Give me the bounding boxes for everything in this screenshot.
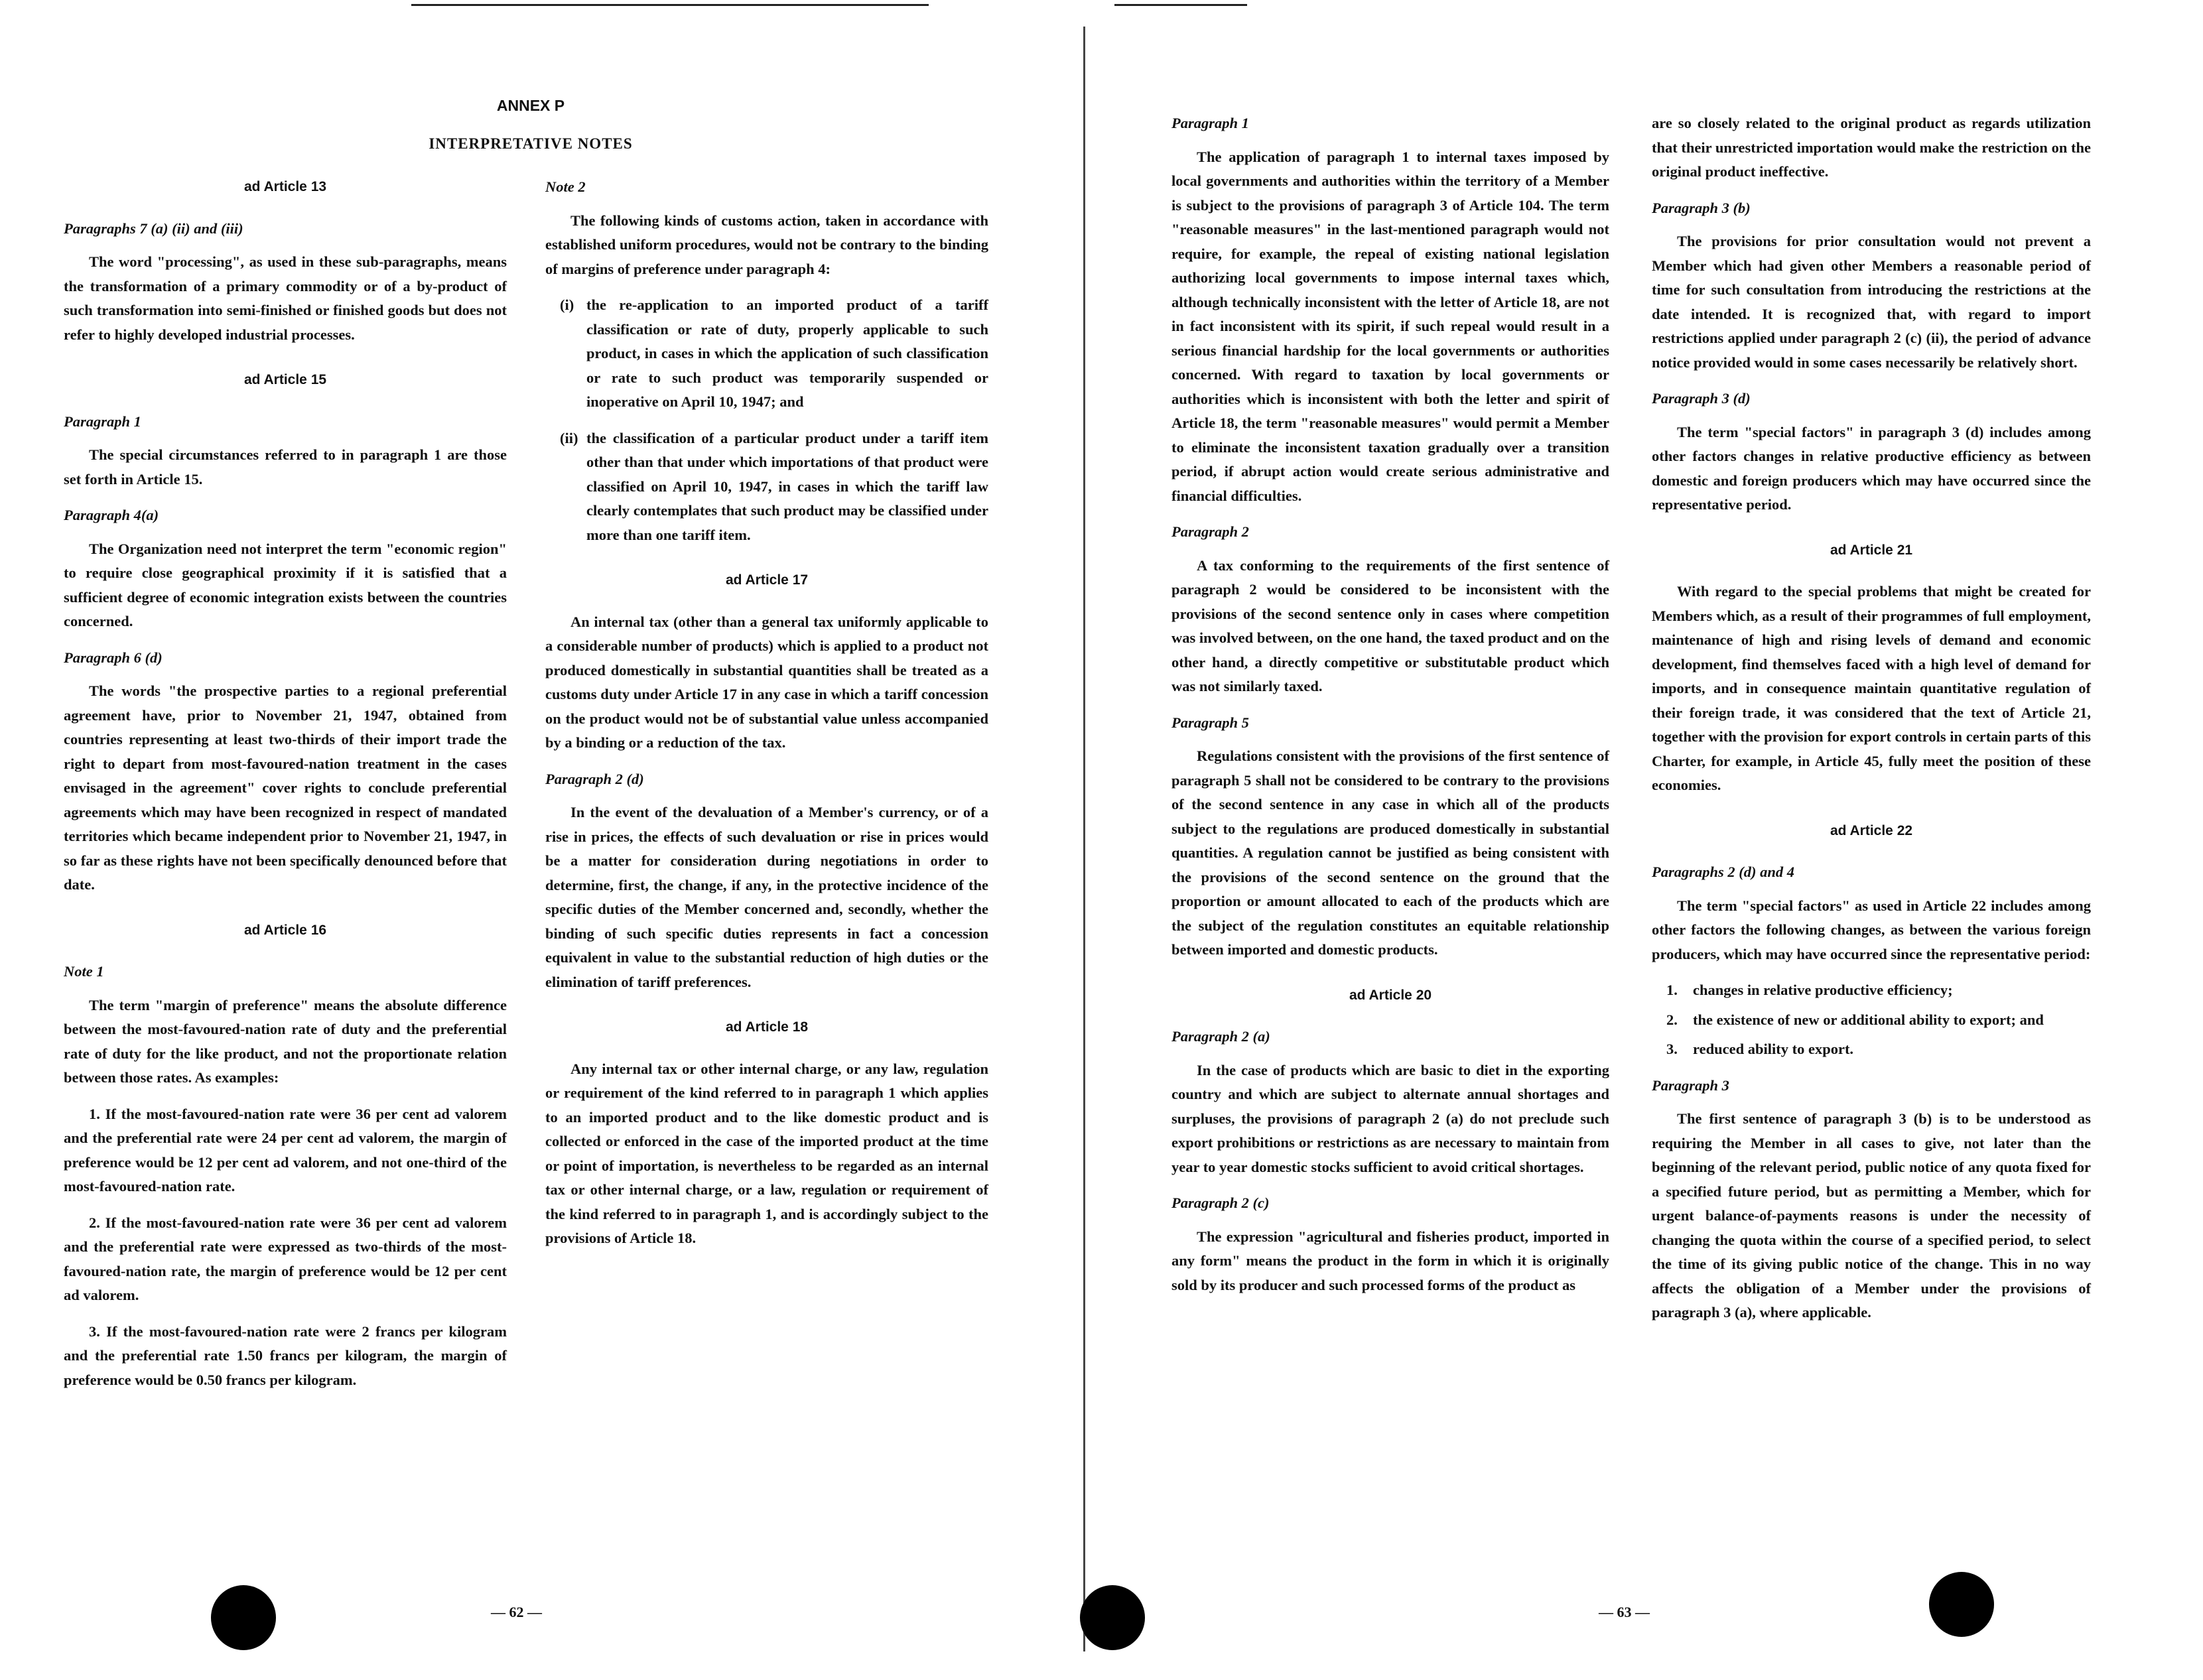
- paragraph-continued: are so closely related to the original product as regards utilization that their unrestricted importation would make the restriction on the original product ineffective.: [1652, 115, 2091, 180]
- punch-hole: [1080, 1585, 1145, 1650]
- subheading: Paragraph 2: [1171, 523, 1249, 540]
- paragraph: The term "special factors" in paragraph 3 (d) includes among other factors changes in relative productive efficiency as between domestic and foreign producers which may have occurred since the representative period.: [1652, 423, 2091, 513]
- right-page-column-2: [1652, 111, 2091, 1337]
- list-item: [1652, 1037, 2091, 1062]
- list-item-number: 1.: [1666, 982, 1678, 998]
- paragraph: With regard to the special problems that might be created for Members which, as a result of their programmes of full employment, maintenance of high and rising levels of demand and economic development, find themselves faced with a high level of demand for imports, and in consequence maintain quantitative regulation of their foreign trade, it was considered that the text of Article 21, together with the provision for export controls in certain parts of this Charter, for example, in Article 45, fully meet the position of these economies.: [1652, 583, 2091, 793]
- section-heading-art17: ad Article 17: [725, 572, 809, 588]
- paragraph: The Organization need not interpret the term "economic region" to require close geographical proximity if it is satisfied that a sufficient degree of economic integration exists between the countries concerned.: [64, 540, 507, 629]
- list-item-text: the existence of new or additional ability to export; and: [1693, 1011, 2044, 1028]
- subheading: Paragraphs 2 (d) and 4: [1652, 864, 1795, 880]
- section-heading-art16: ad Article 16: [243, 922, 327, 938]
- page-number-right: — 63 —: [1599, 1604, 1650, 1620]
- example-item: 3. If the most-favoured-nation rate were 2 francs per kilogram and the preferential rate 1.50 francs per kilogram, the margin of preference would be 0.50 francs per kilogram.: [64, 1323, 507, 1388]
- subheading: Paragraph 2 (c): [1171, 1195, 1270, 1211]
- left-page-column-1: [64, 175, 507, 1404]
- list-item-number: 2.: [1666, 1011, 1678, 1028]
- paragraph: The first sentence of paragraph 3 (b) is to be understood as requiring the Member in all cases to give, not later than the beginning of the relevant period, public notice of any quota fixed for a specified future period, but as permitting a Member, which for urgent balance-of-payments reasons is under the necessity of changing the quota within the course of a specified period, to select the time of its giving public notice of the change. This in no way affects the obligation of a Member under the provisions of paragraph 3 (a), where applicable.: [1652, 1110, 2091, 1321]
- list-item: [545, 293, 988, 415]
- subheading: Paragraph 2 (d): [545, 770, 644, 787]
- list-item-text: the re-application to an imported product of a tariff classification or rate of duty, properly applicable to such product, in cases in which the application of such classification or rate to such product was temporarily suspended or inoperative on April 10, 1947; and: [586, 296, 988, 410]
- section-heading-art13: ad Article 13: [243, 179, 327, 194]
- punch-hole: [1929, 1572, 1994, 1637]
- paragraph: The words "the prospective parties to a regional preferential agreement have, prior to November 21, 1947, obtained from countries representing at least two-thirds of their import trade the right to depart from most-favoured-nation treatment in the cases envisaged in the agreement" cover rights to conclude preferential agreements which may have been recognized in respect of mandated territories which became independent prior to November 21, 1947, in so far as these rights have not been specifically denounced before that date.: [64, 682, 507, 893]
- list-item: [1652, 978, 2091, 1003]
- punch-hole: [211, 1585, 276, 1650]
- example-item: 2. If the most-favoured-nation rate were 36 per cent ad valorem and the preferential rate were expressed as two-thirds of the most-favoured-nation rate, the margin of preference would be 12 per cent ad valorem.: [64, 1214, 507, 1303]
- section-heading-art15: ad Article 15: [243, 372, 327, 387]
- paragraph: Regulations consistent with the provisions of the first sentence of paragraph 5 shall not be considered to be contrary to the provisions of the second sentence in any case in which all of the products subject to the regulations are produced domestically in substantial quantities. A regulation cannot be justified as being consistent with the provisions of the second sentence on the ground that the proportion or amount allocated to each of the products which are the subject of the regulation constitutes an equitable relationship between imported and domestic products.: [1171, 747, 1609, 958]
- paragraph: An internal tax (other than a general tax uniformly applicable to a considerable number of products) which is applied to a product not produced domestically in substantial quantities shall be treated as a customs duty under Article 17 in any case in which a tariff concession on the product would not be of substantial value unless accompanied by a binding or a reduction of the tax.: [545, 613, 988, 751]
- subheading: Paragraph 1: [1171, 115, 1249, 131]
- section-heading-art22: ad Article 22: [1830, 822, 1913, 838]
- section-heading-art18: ad Article 18: [725, 1019, 809, 1035]
- paragraph: In the case of products which are basic to diet in the exporting country and which are subject to alternate annual shortages and surpluses, the provisions of paragraph 2 (a) do not preclude such export prohibitions or restrictions as are necessary to maintain from year to year domestic stocks sufficient to avoid critical shortages.: [1171, 1061, 1609, 1175]
- subheading: Paragraphs 7 (a) (ii) and (iii): [64, 220, 243, 237]
- paragraph: Any internal tax or other internal charge, or any law, regulation or requirement of the kind referred to in paragraph 1 which applies to an imported product and to the like domestic product and is collected or enforced in the case of the imported product at the time or point of importation, is nevertheless to be regarded as an internal tax or other internal charge, or a law, regulation or requirement of the kind referred to in paragraph 1, and is accordingly subject to the provisions of Article 18.: [545, 1060, 988, 1246]
- annex-subtitle: INTERPRETATIVE NOTES: [429, 135, 633, 152]
- annex-title: ANNEX P: [496, 97, 565, 114]
- top-rule-right: [1114, 4, 1247, 6]
- list-item: [545, 426, 988, 548]
- list-item-text: the classification of a particular product under a tariff item other than that under which importations of that product were classified on April 10, 1947, in cases in which the tariff law clearly contemplates that such product may be classified under more than one tariff item.: [586, 429, 988, 543]
- paragraph: The application of paragraph 1 to internal taxes imposed by local governments and authorities within the territory of a Member is subject to the provisions of paragraph 3 of Article 104. The term "reasonable measures" in the last-mentioned paragraph would not require, for example, the repeal of existing national legislation authorizing local governments to impose internal taxes which, although technically inconsistent with the letter of Article 18, are not in fact inconsistent with its spirit, if such repeal would result in a serious financial hardship for the local governments or authorities concerned. With regard to taxation by local governments or authorities which is inconsistent with both the letter and spirit of Article 18, the term "reasonable measures" would permit a Member to eliminate the inconsistent taxation gradually over a transition period, if abrupt action would create serious administrative and financial difficulties.: [1171, 148, 1609, 504]
- section-heading-art20: ad Article 20: [1349, 987, 1432, 1003]
- paragraph: The term "special factors" as used in Article 22 includes among other factors the following changes, as between the various foreign producers, which may have occurred since the representative period:: [1652, 897, 2091, 962]
- list-item: [1652, 1008, 2091, 1033]
- subheading: Paragraph 6 (d): [64, 649, 163, 666]
- page-number-left: — 62 —: [491, 1604, 542, 1620]
- paragraph: A tax conforming to the requirements of the first sentence of paragraph 2 would be considered to be inconsistent with the provisions of the second sentence only in cases where competition was involved between, on the one hand, the taxed product and on the other hand, a directly competitive or substitutable product which was not similarly taxed.: [1171, 556, 1609, 694]
- paragraph: The provisions for prior consultation would not prevent a Member which had given other Members a reasonable period of time for such consultation from introducing the restrictions at the date intended. It is recognized that, with regard to import restrictions applied under paragraph 2 (c) (ii), the period of advance notice provided would in some cases necessarily be relatively short.: [1652, 233, 2091, 371]
- example-item: 1. If the most-favoured-nation rate were 36 per cent ad valorem and the preferential rate were 24 per cent ad valorem, the margin of preference would be 12 per cent ad valorem, and not one-third of the most-favoured-nation rate.: [64, 1105, 507, 1195]
- subheading: Paragraph 3 (d): [1652, 390, 1751, 407]
- list-item-text: changes in relative productive efficiency;: [1693, 982, 1953, 998]
- page-fold: [1083, 27, 1085, 1651]
- subheading: Paragraph 5: [1171, 714, 1249, 731]
- list-item-number: 3.: [1666, 1041, 1678, 1057]
- right-page-column-1: [1171, 111, 1609, 1309]
- subheading: Paragraph 1: [64, 413, 141, 430]
- top-rule-left: [411, 4, 929, 6]
- subheading: Paragraph 2 (a): [1171, 1028, 1270, 1045]
- paragraph: The word "processing", as used in these sub-paragraphs, means the transformation of a primary commodity or of a by-product of such transformation into semi-finished or finished goods but does not refer to highly developed industrial processes.: [64, 253, 507, 343]
- paragraph: In the event of the devaluation of a Member's currency, or of a rise in prices, the effects of such devaluation or rise in prices would be a matter for consideration during negotiations in order to determine, first, the change, if any, in the protective incidence of the specific duties of the Member concerned and, secondly, whether the binding of such specific duties represents in fact a concession equivalent in value to the substantial reduction of high duties or the elimination of tariff preferences.: [545, 804, 988, 990]
- subheading: Paragraph 3: [1652, 1076, 1729, 1094]
- subheading: Note 1: [64, 963, 104, 980]
- paragraph: The term "margin of preference" means the absolute difference between the most-favoured-nation rate of duty and the preferential rate of duty for the like product, and not the proportionate relation between those rates. As examples:: [64, 996, 507, 1086]
- section-heading-art21: ad Article 21: [1830, 542, 1913, 558]
- left-page-column-2: [545, 175, 988, 1263]
- list-item-number: (ii): [560, 429, 578, 446]
- subheading: Paragraph 3 (b): [1652, 199, 1751, 216]
- paragraph: The following kinds of customs action, taken in accordance with established uniform procedures, would not be contrary to the binding of margins of preference under paragraph 4:: [545, 212, 988, 277]
- subheading: Note 2: [545, 178, 586, 195]
- paragraph: The special circumstances referred to in paragraph 1 are those set forth in Article 15.: [64, 446, 507, 487]
- paragraph: The expression "agricultural and fisheries product, imported in any form" means the product in the form in which it is originally sold by its producer and such processed forms of the product as: [1171, 1228, 1609, 1293]
- subheading: Paragraph 4(a): [64, 507, 159, 523]
- list-item-number: (i): [560, 296, 574, 313]
- list-item-text: reduced ability to export.: [1693, 1041, 1854, 1057]
